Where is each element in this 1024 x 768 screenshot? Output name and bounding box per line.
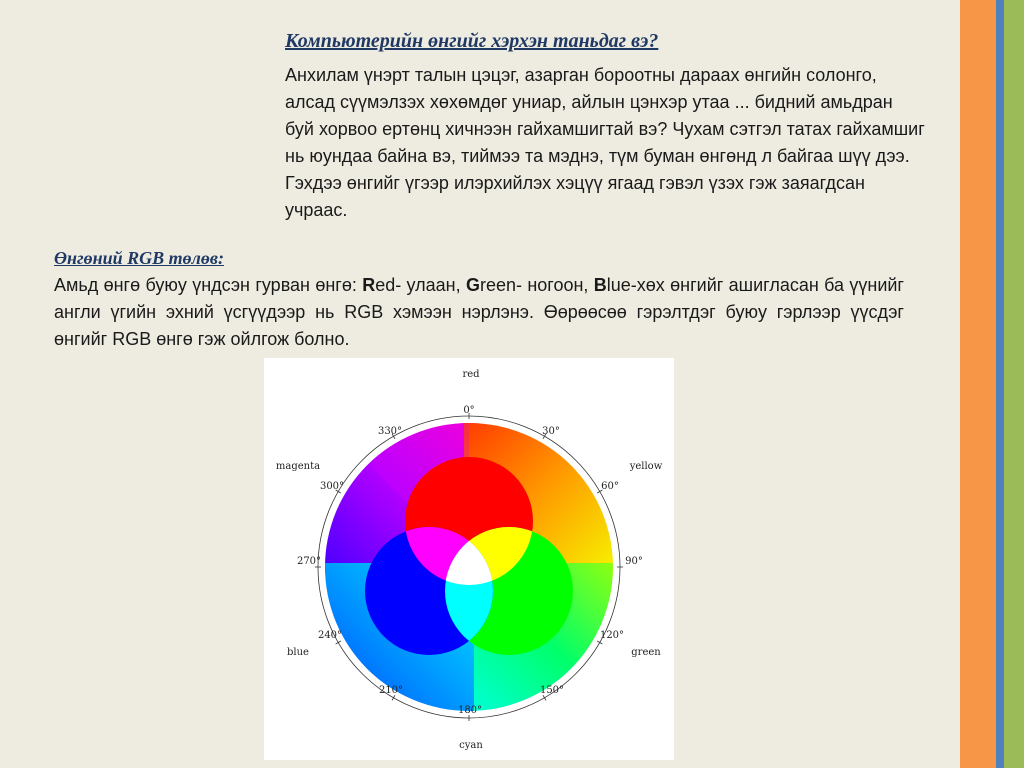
color-label-red: red: [462, 369, 480, 380]
rgb-text-1: Амьд өнгө буюу үндсэн гурван өнгө:: [54, 275, 363, 295]
deg-label-240: 240°: [317, 630, 343, 641]
deg-label-330: 330°: [377, 426, 403, 437]
decor-stripe-green: [1004, 0, 1024, 768]
decor-stripe-blue: [996, 0, 1004, 768]
rgb-letter-b: B: [593, 275, 607, 295]
rgb-text-3: reen- ногоон,: [479, 275, 594, 295]
wheel-tick: [336, 641, 341, 644]
color-label-blue: blue: [287, 647, 309, 658]
wheel-tick: [597, 641, 602, 644]
rgb-text-4: lue-хөх өнгийг ашигласан ба үүнийг англи үгийн эхний үсгүүдээр нь RGB хэмээн нэрлэнэ. Өөрөөсөө гэрэлтдэг буюу гэрлээр үүсдэг өнгийг RGB өнгө гэж ойлгож болно.: [54, 275, 904, 349]
deg-label-60: 60°: [601, 481, 619, 492]
deg-label-30: 30°: [542, 426, 560, 437]
color-label-yellow: yellow: [629, 461, 663, 472]
heading-computer-color: Компьютерийн өнгийг хэрхэн таньдаг вэ?: [285, 30, 659, 52]
deg-label-210: 210°: [378, 685, 404, 696]
rgb-letter-r: R: [362, 275, 376, 295]
paragraph-intro: Анхилам үнэрт талын цэцэг, азарган бороотны дараах өнгийн солонго, алсад сүүмэлзэх хөхөмдөг униар, айлын цэнхэр утаа ... бидний амьдран буй хорвоо ертөнц хичнээн гайхамшигтай вэ? Чухам сэтгэл татах гайхамшиг нь юундаа байна вэ, тиймээ та мэднэ, түм буман өнгөнд л байгаа шүү дээ. Гэхдээ өнгийг үгээр илэрхийлэх хэцүү ягаад гэвэл үзэх гэж заяагдсан учраас.: [285, 65, 925, 220]
deg-label-270: 270°: [296, 556, 322, 567]
deg-label-150: 150°: [539, 685, 565, 696]
color-label-cyan: cyan: [459, 740, 483, 751]
heading-rgb-model: Өнгөний RGB төлөв:: [54, 248, 224, 268]
deg-label-120: 120°: [599, 630, 625, 641]
decor-stripe-orange: [960, 0, 996, 768]
color-label-green: green: [631, 647, 661, 658]
paragraph-rgb: [54, 272, 904, 353]
rgb-color-wheel-figure: [264, 358, 674, 760]
deg-label-0: 0°: [463, 405, 475, 416]
color-label-magenta: magenta: [275, 461, 321, 472]
rgb-text-2: ed- улаан,: [375, 275, 466, 295]
deg-label-180: 180°: [457, 705, 483, 716]
deg-label-300: 300°: [319, 481, 345, 492]
color-wheel-svg: [264, 358, 674, 760]
deg-label-90: 90°: [625, 556, 643, 567]
rgb-letter-g: G: [465, 275, 480, 295]
